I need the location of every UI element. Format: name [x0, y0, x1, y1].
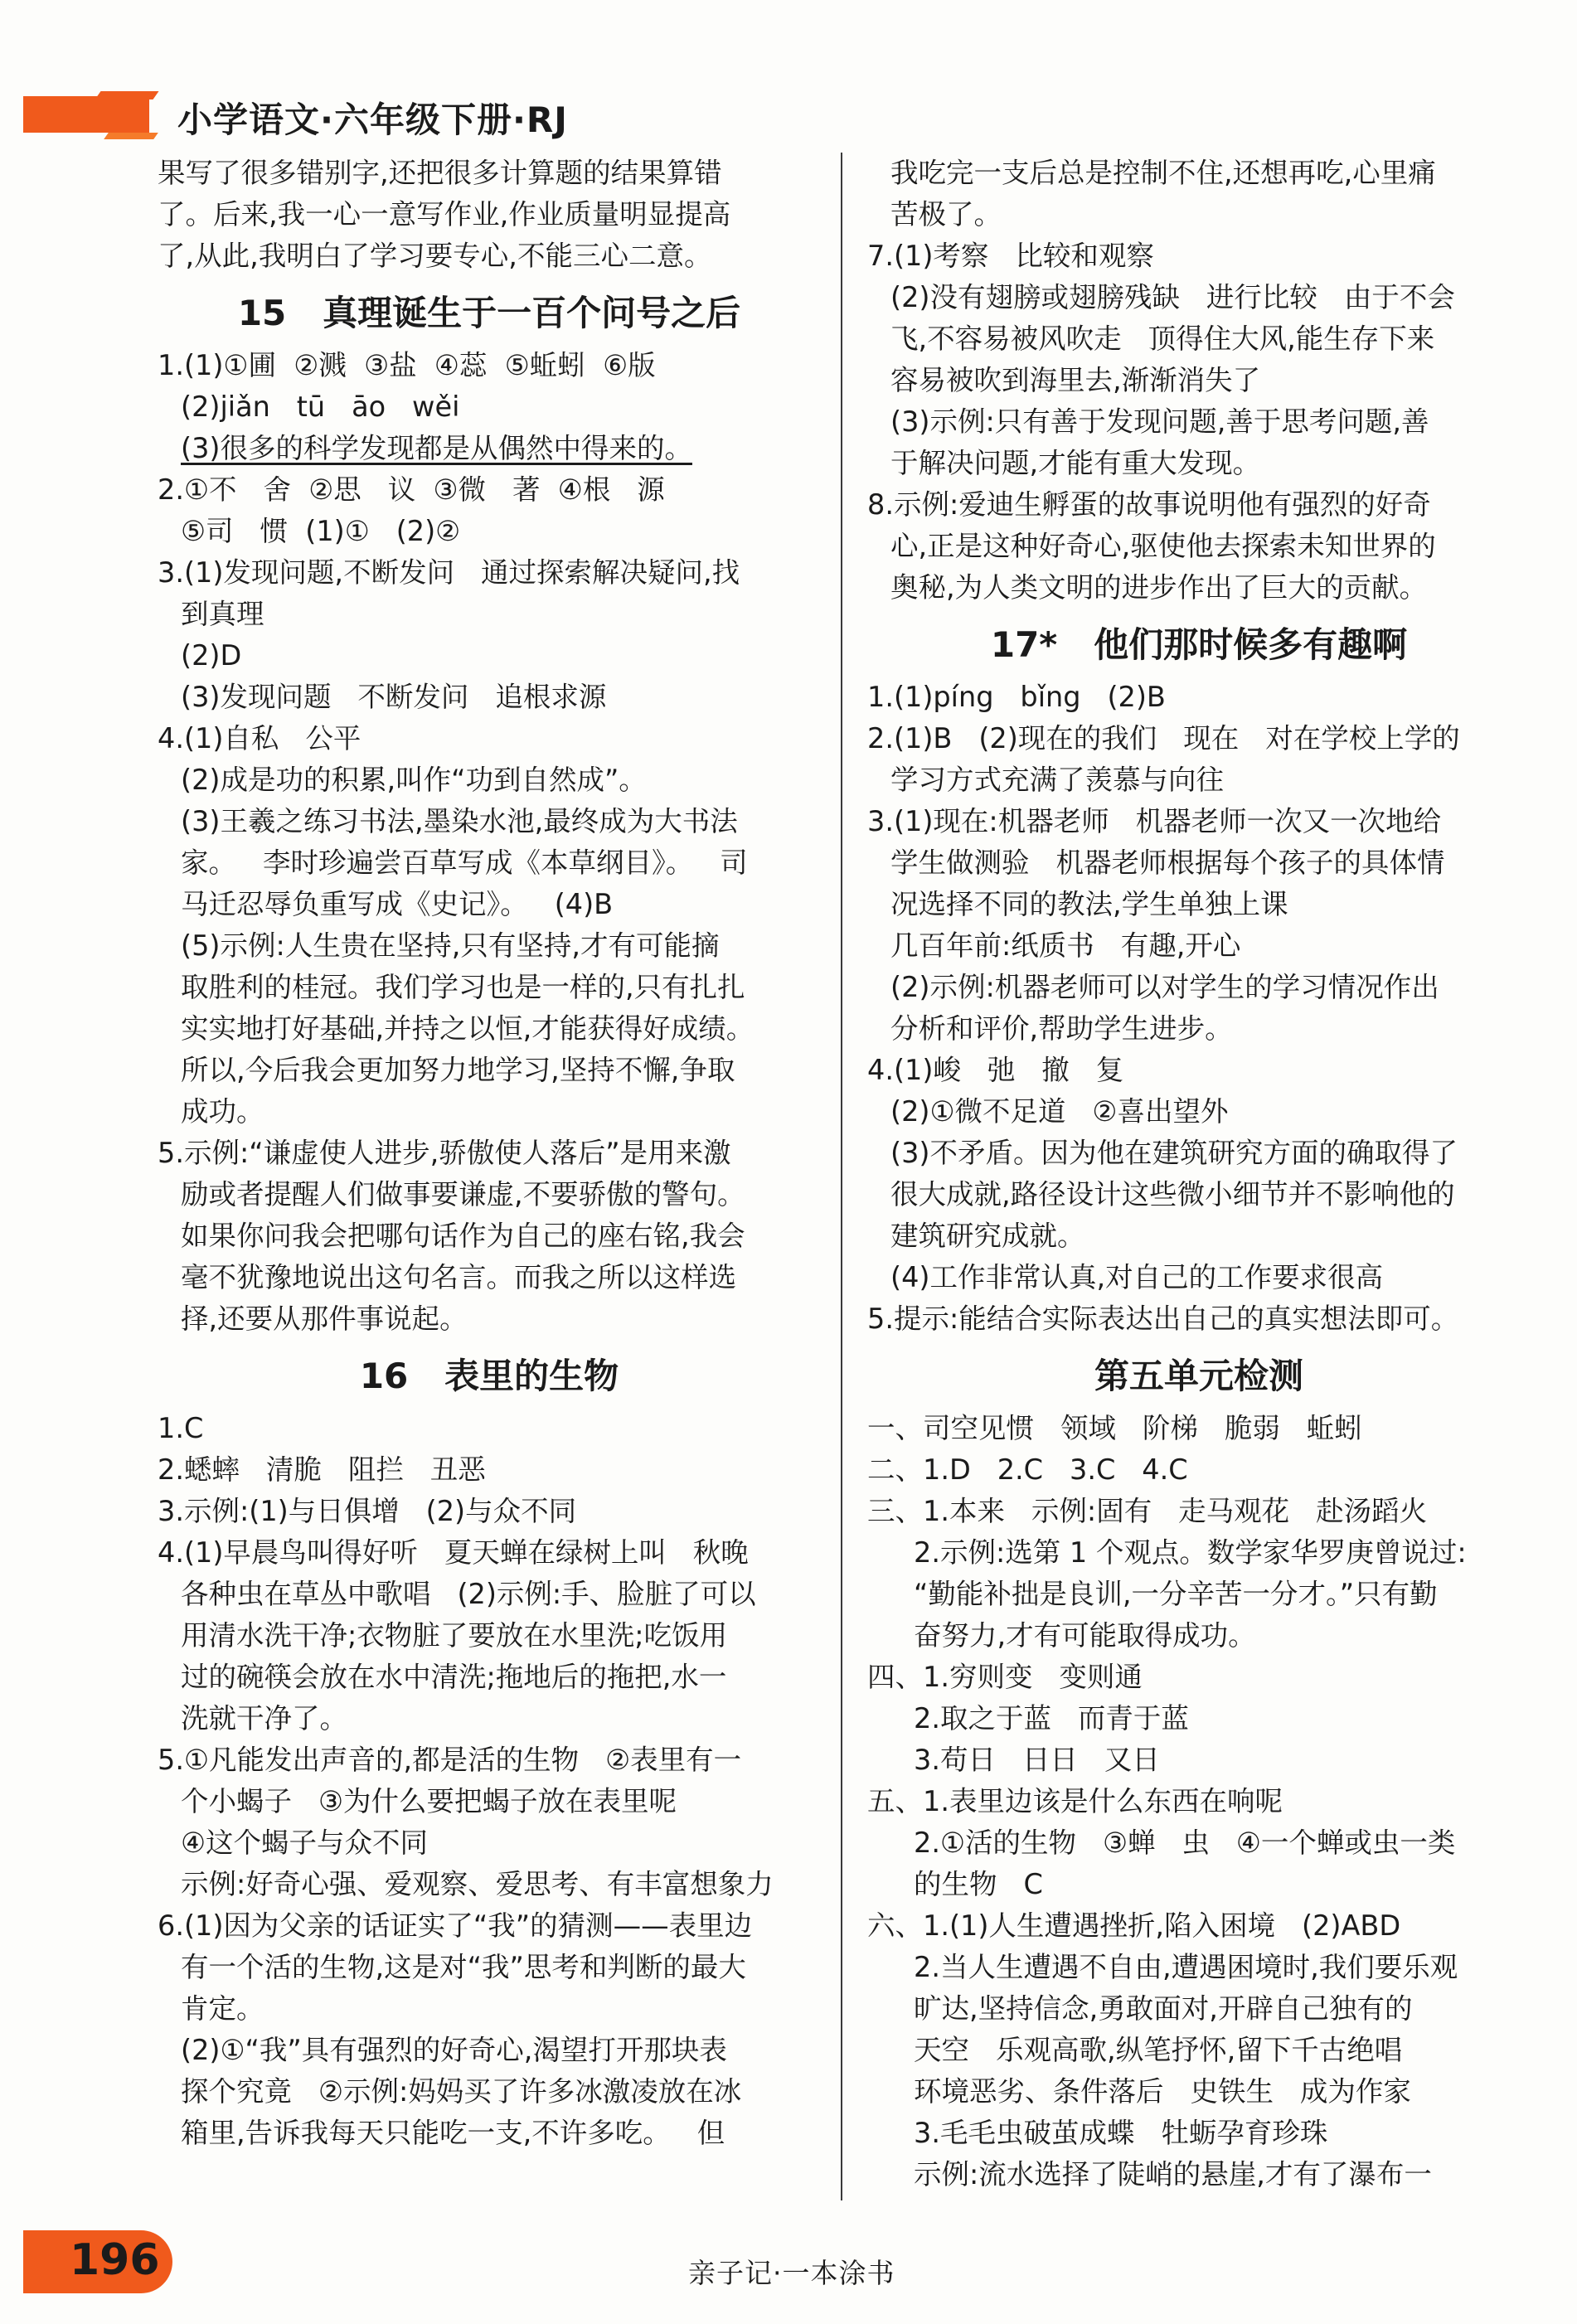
answer-line: 几百年前:纸质书 有趣,开心 [890, 929, 1241, 962]
answer-line: 的生物 C [914, 1868, 1043, 1900]
answer-line: 3.苟日 日日 又日 [914, 1744, 1160, 1776]
answer-line: 4.(1)自私 公平 [158, 722, 361, 754]
answer-line: 旷达,坚持信念,勇敢面对,开辟自己独有的 [914, 1992, 1413, 2025]
answer-line: 过的碗筷会放在水中清洗;拖地后的拖把,水一 [181, 1661, 727, 1693]
answer-line: 3.(1)现在:机器老师 机器老师一次又一次地给 [867, 805, 1442, 837]
answer-line: 2.①不 舍 ②思 议 ③微 著 ④根 源 [158, 473, 665, 506]
answer-line: 7.(1)考察 比较和观察 [867, 240, 1154, 272]
answer-line: 有一个活的生物,这是对“我”思考和判断的最大 [181, 1951, 746, 1983]
answer-line: 2.蟋蟀 清脆 阻拦 丑恶 [158, 1453, 486, 1486]
answer-line: 3.毛毛虫破茧成蝶 牡蛎孕育珍珠 [914, 2117, 1328, 2149]
footer-text: 亲子记·一本涂书 [688, 2257, 895, 2289]
answer-line: 2.当人生遭遇不自由,遭遇困境时,我们要乐观 [914, 1951, 1458, 1983]
answer-line: 很大成就,路径设计这些微小细节并不影响他的 [890, 1178, 1455, 1211]
answer-line: 5.提示:能结合实际表达出自己的真实想法即可。 [867, 1303, 1459, 1335]
answer-line: 1.C [158, 1412, 204, 1444]
section-heading: 第五单元检测 [1094, 1356, 1303, 1396]
answer-line: (3)王羲之练习书法,墨染水池,最终成为大书法 [181, 805, 738, 837]
answer-line: 2.①活的生物 ③蝉 虫 ④一个蝉或虫一类 [914, 1827, 1456, 1859]
section-heading: 16 表里的生物 [359, 1356, 619, 1396]
answer-line: 2.取之于蓝 而青于蓝 [914, 1702, 1189, 1735]
answer-line: 3.示例:(1)与日俱增 (2)与众不同 [158, 1495, 577, 1527]
header-stripe [95, 91, 158, 99]
answer-line: 个小蝎子 ③为什么要把蝎子放在表里呢 [181, 1785, 677, 1817]
book-title: 小学语文·六年级下册·RJ [177, 99, 568, 140]
answer-line: (3)发现问题 不断发问 追根求源 [181, 681, 607, 713]
column-divider [841, 153, 842, 2200]
answer-line: (3)不矛盾。因为他在建筑研究方面的确取得了 [890, 1137, 1458, 1169]
answer-line: 家。 李时珍遍尝百草写成《本草纲目》。 司 [181, 847, 748, 879]
answer-line: ⑤司 惯 (1)① (2)② [181, 515, 461, 547]
section-heading: 15 真理诞生于一百个问号之后 [237, 293, 741, 333]
answer-line: 取胜利的桂冠。我们学习也是一样的,只有扎扎 [181, 971, 745, 1003]
answer-line: 箱里,告诉我每天只能吃一支,不许多吃。 但 [181, 2117, 725, 2149]
header-stripe [104, 133, 158, 139]
answer-line: 四、1.穷则变 变则通 [867, 1661, 1143, 1693]
answer-line: (2)示例:机器老师可以对学生的学习情况作出 [890, 971, 1439, 1003]
answer-line: (2)①微不足道 ②喜出望外 [890, 1095, 1229, 1128]
answer-line: 飞,不容易被风吹走 顶得住大风,能生存下来 [890, 323, 1435, 355]
answer-line: 择,还要从那件事说起。 [181, 1303, 468, 1335]
answer-line: (3)示例:只有善于发现问题,善于思考问题,善 [890, 405, 1429, 438]
answer-line: 学生做测验 机器老师根据每个孩子的具体情 [890, 847, 1445, 879]
answer-line: (2)①“我”具有强烈的好奇心,渴望打开那块表 [181, 2034, 727, 2066]
answer-line: 学习方式充满了羡慕与向往 [890, 764, 1224, 796]
answer-line: 如果你问我会把哪句话作为自己的座右铭,我会 [181, 1220, 745, 1252]
answer-line: 1.(1)①圃 ②溅 ③盐 ④蕊 ⑤蚯蚓 ⑥版 [158, 349, 656, 381]
answer-line: 况选择不同的教法,学生单独上课 [890, 888, 1288, 920]
left-column [158, 153, 821, 2154]
answer-line: 环境恶劣、条件落后 史铁生 成为作家 [914, 2075, 1411, 2108]
answer-line: 6.(1)因为父亲的话证实了“我”的猜测——表里边 [158, 1909, 753, 1942]
answer-line: 于解决问题,才能有重大发现。 [890, 447, 1261, 479]
answer-line: 到真理 [181, 598, 264, 630]
answer-line: 实实地打好基础,并持之以恒,才能获得好成绩。 [181, 1012, 755, 1045]
answer-line: 六、1.(1)人生遭遇挫折,陷入困境 (2)ABD [867, 1909, 1401, 1942]
answer-line: 苦极了。 [890, 198, 1002, 230]
page-number-badge [23, 2230, 172, 2293]
answer-line: 一、司空见惯 领域 阶梯 脆弱 蚯蚓 [867, 1412, 1362, 1444]
answer-line: 洗就干净了。 [181, 1702, 347, 1735]
answer-line: 天空 乐观高歌,纵笔抒怀,留下千古绝唱 [914, 2034, 1403, 2066]
answer-line: 建筑研究成就。 [890, 1220, 1085, 1252]
answer-line: 探个究竟 ②示例:妈妈买了许多冰激凌放在冰 [181, 2075, 742, 2108]
answer-line: 所以,今后我会更加努力地学习,坚持不懈,争取 [181, 1054, 735, 1086]
answer-line: 8.示例:爱迪生孵蛋的故事说明他有强烈的好奇 [867, 488, 1431, 521]
answer-line: 用清水洗干净;衣物脏了要放在水里洗;吃饭用 [181, 1619, 728, 1652]
answer-line: 肯定。 [181, 1992, 264, 2025]
answer-line: 二、1.D 2.C 3.C 4.C [867, 1453, 1188, 1486]
answer-line: 三、1.本来 示例:固有 走马观花 赴汤蹈火 [867, 1495, 1428, 1527]
answer-line: 成功。 [181, 1095, 264, 1128]
answer-line: 毫不犹豫地说出这句名言。而我之所以这样选 [181, 1261, 736, 1293]
answer-line: 分析和评价,帮助学生进步。 [890, 1012, 1233, 1045]
answer-line: (2)jiǎn tū āo wěi [181, 391, 460, 423]
answer-line: 4.(1)早晨鸟叫得好听 夏天蝉在绿树上叫 秋晚 [158, 1536, 749, 1569]
answer-line: 4.(1)峻 弛 撤 复 [867, 1054, 1124, 1086]
answer-line: 5.①凡能发出声音的,都是活的生物 ②表里有一 [158, 1744, 742, 1776]
section-heading: 17* 他们那时候多有趣啊 [990, 624, 1408, 665]
header-decoration [23, 96, 149, 133]
answer-line: 奥秘,为人类文明的进步作出了巨大的贡献。 [890, 571, 1428, 604]
answer-line: 示例:流水选择了陡峭的悬崖,才有了瀑布一 [914, 2158, 1432, 2191]
answer-line: (2)D [181, 639, 242, 672]
answer-line: 2.示例:选第 1 个观点。数学家华罗庚曾说过: [914, 1536, 1467, 1569]
answer-line: 3.(1)发现问题,不断发问 通过探索解决疑问,找 [158, 556, 740, 589]
answer-line: 马迁忍辱负重写成《史记》。 (4)B [181, 888, 614, 920]
answer-line: (5)示例:人生贵在坚持,只有坚持,才有可能摘 [181, 929, 720, 962]
answer-line: 2.(1)B (2)现在的我们 现在 对在学校上学的 [867, 722, 1460, 754]
answer-line: (2)成是功的积累,叫作“功到自然成”。 [181, 764, 647, 796]
answer-line: (4)工作非常认真,对自己的工作要求很高 [890, 1261, 1384, 1293]
answer-line: ④这个蝎子与众不同 [181, 1827, 429, 1859]
answer-line: 奋努力,才有可能取得成功。 [914, 1619, 1256, 1652]
answer-line: 各种虫在草丛中歌唱 (2)示例:手、脸脏了可以 [181, 1578, 756, 1610]
answer-line: 我吃完一支后总是控制不住,还想再吃,心里痛 [890, 157, 1436, 189]
answer-line: 了,从此,我明白了学习要专心,不能三心二意。 [158, 240, 712, 272]
answer-line: 1.(1)píng bǐng (2)B [867, 681, 1166, 713]
answer-line: 励或者提醒人们做事要谦虚,不要骄傲的警句。 [181, 1178, 745, 1211]
answer-line: 心,正是这种好奇心,驱使他去探索未知世界的 [890, 530, 1436, 562]
answer-line: (2)没有翅膀或翅膀残缺 进行比较 由于不会 [890, 281, 1455, 313]
answer-line: 五、1.表里边该是什么东西在响呢 [867, 1785, 1283, 1817]
page-number: 196 [70, 2235, 160, 2285]
answer-line: “勤能补拙是良训,一分辛苦一分才。”只有勤 [914, 1578, 1438, 1610]
answer-line: 容易被吹到海里去,渐渐消失了 [890, 364, 1261, 396]
answer-line: 果写了很多错别字,还把很多计算题的结果算错 [158, 157, 722, 189]
answer-line: 示例:好奇心强、爱观察、爱思考、有丰富想象力 [181, 1868, 774, 1900]
answer-line: (3)很多的科学发现都是从偶然中得来的。 [181, 432, 692, 464]
answer-line: 5.示例:“谦虚使人进步,骄傲使人落后”是用来激 [158, 1137, 731, 1169]
answer-line: 了。后来,我一心一意写作业,作业质量明显提高 [158, 198, 731, 230]
right-column [867, 153, 1531, 2195]
